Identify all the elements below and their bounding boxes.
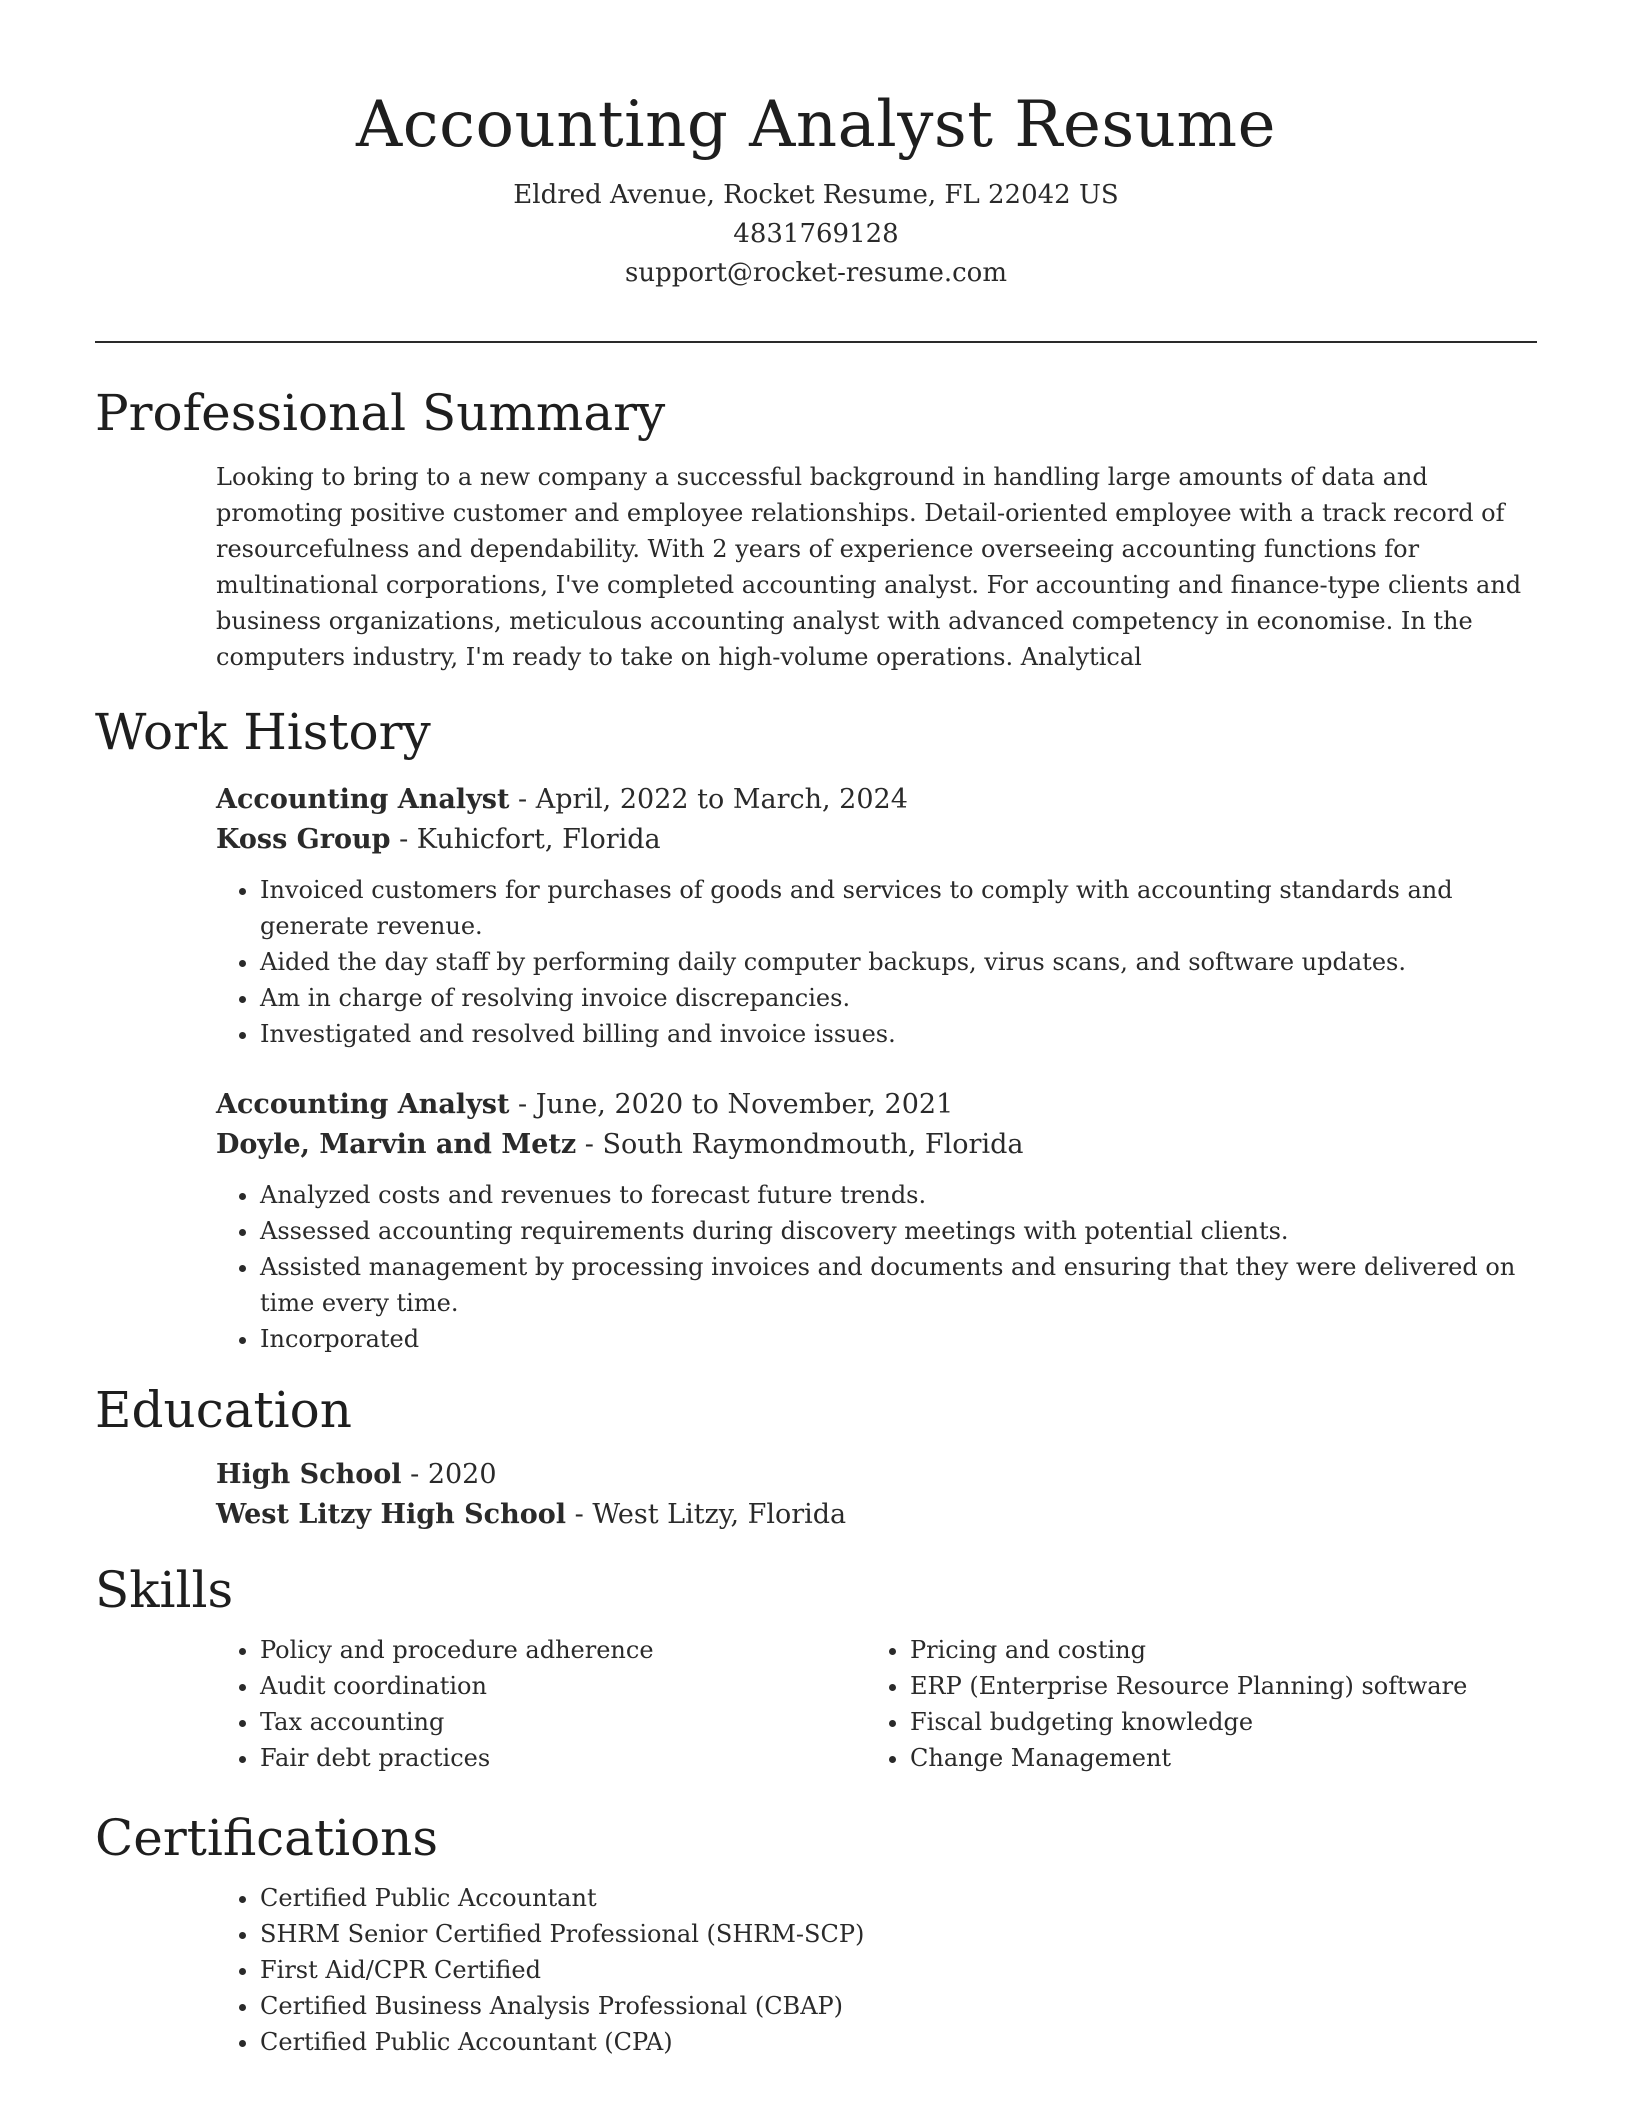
list-item: • Invoiced customers for purchases of goods and services to comply with accounting standards and generate revenue. bbox=[260, 872, 1538, 944]
job-title: Accounting Analyst bbox=[216, 784, 510, 815]
certifications-block bbox=[216, 1880, 1538, 2060]
list-item: • Fiscal budgeting knowledge bbox=[910, 1704, 1516, 1740]
certifications-list bbox=[216, 1880, 1538, 2060]
list-item: • Analyzed costs and revenues to forecast future trends. bbox=[260, 1177, 1538, 1213]
skills-block bbox=[216, 1632, 1538, 1776]
education-heading: Education bbox=[95, 1381, 352, 1439]
skills-list-left bbox=[216, 1632, 866, 1776]
header-divider bbox=[95, 341, 1537, 343]
job-title-line bbox=[216, 1085, 1538, 1125]
address: Eldred Avenue, Rocket Resume, FL 22042 US bbox=[513, 180, 1119, 210]
skills-column-right bbox=[866, 1632, 1516, 1776]
job-title-line bbox=[216, 780, 1538, 820]
skills-column-left bbox=[216, 1632, 866, 1776]
list-item: • Incorporated bbox=[260, 1321, 1538, 1357]
skills-heading: Skills bbox=[95, 1561, 234, 1619]
certifications-heading: Certifications bbox=[95, 1809, 439, 1867]
job-dates: - April, 2022 to March, 2024 bbox=[509, 784, 908, 815]
email: support@rocket-resume.com bbox=[624, 258, 1007, 288]
work-history-heading: Work History bbox=[95, 703, 431, 761]
job-location: - Kuhicfort, Florida bbox=[390, 824, 661, 855]
list-item: • Fair debt practices bbox=[260, 1740, 866, 1776]
list-item: • Aided the day staff by performing daily computer backups, virus scans, and software updates. bbox=[260, 944, 1538, 980]
list-item: • Certified Business Analysis Professional (CBAP) bbox=[260, 1988, 1538, 2024]
education-entry bbox=[216, 1455, 1538, 1535]
list-item: • Am in charge of resolving invoice discrepancies. bbox=[260, 980, 1538, 1016]
resume-title: Accounting Analyst Resume bbox=[356, 88, 1276, 162]
skills-columns bbox=[216, 1632, 1538, 1776]
job-employer: Koss Group bbox=[216, 824, 391, 855]
education-location: - West Litzy, Florida bbox=[566, 1499, 847, 1530]
education-school-line bbox=[216, 1495, 1538, 1535]
job-employer-line bbox=[216, 1125, 1538, 1165]
summary-text: Looking to bring to a new company a successful background in handling large amounts of data and promoting positive customer and employee relationships. Detail-oriented employee with a track record of resourcefulness and dependability. With 2 years of experience overseeing accounting functions for multinational corporations, I've completed accounting analyst. For accounting and finance-type clients and business organizations, meticulous accounting analyst with advanced competency in economise. In the computers industry, I'm ready to take on high-volume operations. Analytical bbox=[216, 463, 1522, 671]
job-entry bbox=[216, 780, 1538, 1052]
job-employer: Doyle, Marvin and Metz bbox=[216, 1129, 577, 1160]
list-item: • Certified Public Accountant (CPA) bbox=[260, 2024, 1538, 2060]
list-item: • Policy and procedure adherence bbox=[260, 1632, 866, 1668]
list-item: • Assisted management by processing invoices and documents and ensuring that they were delivered on time every time. bbox=[260, 1249, 1538, 1321]
summary-block bbox=[216, 459, 1538, 675]
list-item: • Certified Public Accountant bbox=[260, 1880, 1538, 1916]
education-degree: High School bbox=[216, 1459, 402, 1490]
summary-heading: Professional Summary bbox=[95, 384, 666, 442]
job-entry bbox=[216, 1085, 1538, 1357]
list-item: • First Aid/CPR Certified bbox=[260, 1952, 1538, 1988]
list-item: • SHRM Senior Certified Professional (SHRM-SCP) bbox=[260, 1916, 1538, 1952]
list-item: • Change Management bbox=[910, 1740, 1516, 1776]
list-item: • Tax accounting bbox=[260, 1704, 866, 1740]
education-degree-line bbox=[216, 1455, 1538, 1495]
job-employer-line bbox=[216, 820, 1538, 860]
list-item: • ERP (Enterprise Resource Planning) software bbox=[910, 1668, 1516, 1704]
job-dates: - June, 2020 to November, 2021 bbox=[509, 1089, 954, 1120]
list-item: • Investigated and resolved billing and invoice issues. bbox=[260, 1016, 1538, 1052]
job-location: - South Raymondmouth, Florida bbox=[576, 1129, 1024, 1160]
job-bullets bbox=[216, 872, 1538, 1052]
skills-list-right bbox=[866, 1632, 1516, 1776]
job-bullets bbox=[216, 1177, 1538, 1357]
list-item: • Pricing and costing bbox=[910, 1632, 1516, 1668]
phone: 4831769128 bbox=[733, 219, 899, 249]
list-item: • Assessed accounting requirements during discovery meetings with potential clients. bbox=[260, 1213, 1538, 1249]
education-school: West Litzy High School bbox=[216, 1499, 567, 1530]
list-item: • Audit coordination bbox=[260, 1668, 866, 1704]
job-title: Accounting Analyst bbox=[216, 1089, 510, 1120]
resume-header bbox=[95, 80, 1537, 293]
education-year: - 2020 bbox=[401, 1459, 497, 1490]
